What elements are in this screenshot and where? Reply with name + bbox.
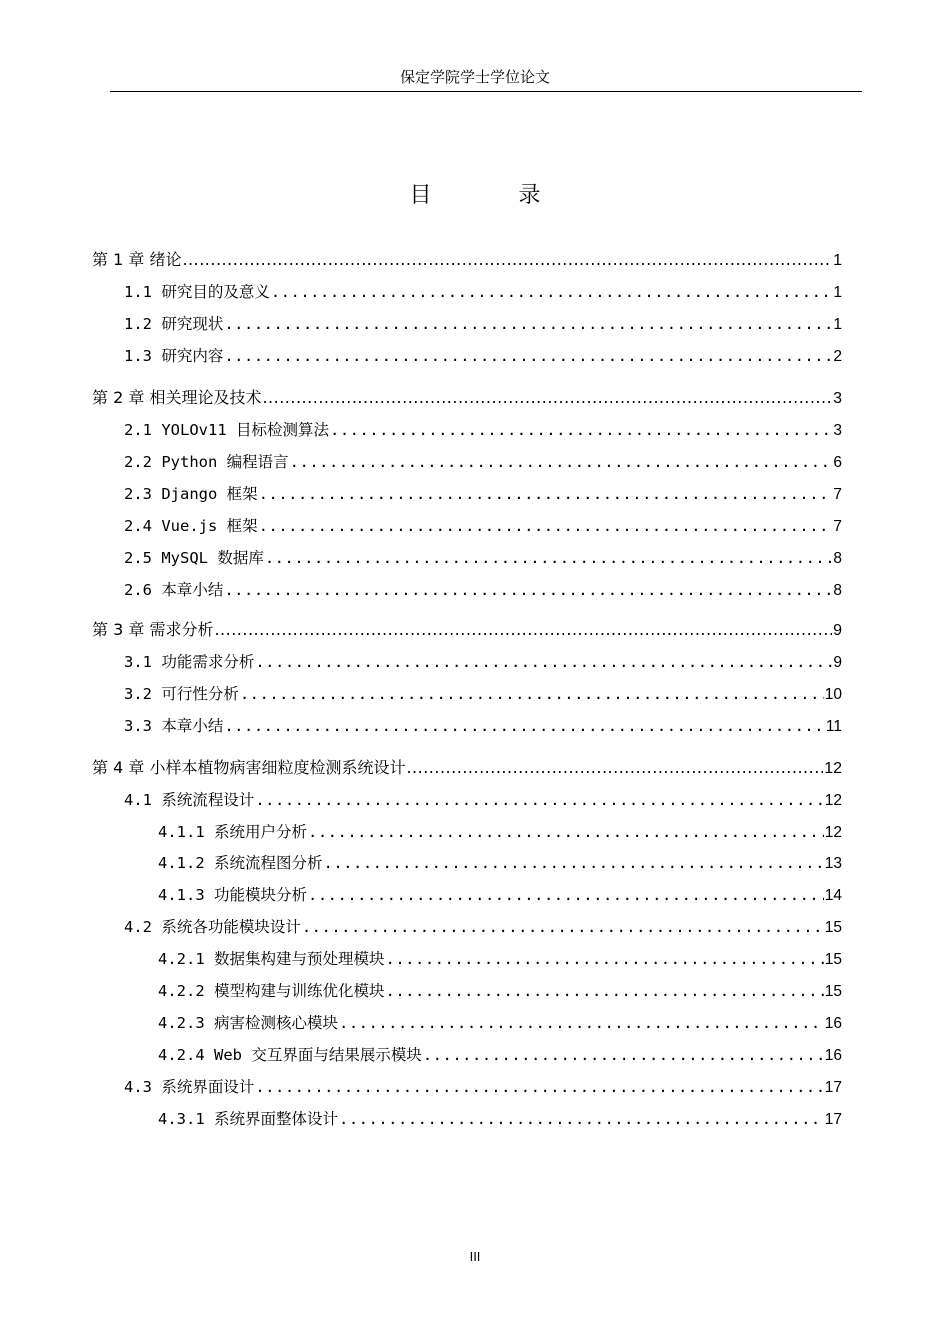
toc-entry[interactable] — [124, 579, 842, 601]
toc-entry-page: 17 — [824, 1079, 842, 1096]
toc-leader-dots — [386, 948, 824, 970]
toc-leader-dots — [224, 715, 825, 737]
toc-entry-label: 第 1 章 绪论 — [92, 250, 182, 269]
toc-entry-label: 4.2.3 病害检测核心模块 — [158, 1014, 338, 1032]
toc-entry[interactable] — [158, 1012, 842, 1034]
toc-entry-page: 16 — [824, 1047, 842, 1064]
toc-entry-page: 9 — [833, 654, 842, 671]
toc-leader-dots — [265, 547, 833, 569]
toc-entry-label: 4.1.3 功能模块分析 — [158, 886, 307, 904]
toc-entry-label: 4.2.1 数据集构建与预处理模块 — [158, 950, 385, 968]
toc-entry-label: 2.2 Python 编程语言 — [124, 453, 289, 471]
toc-entry[interactable] — [92, 619, 842, 641]
toc-leader-dots — [386, 980, 824, 1002]
toc-entry-page: 6 — [833, 454, 842, 471]
toc-entry[interactable] — [158, 980, 842, 1002]
toc-entry[interactable] — [124, 651, 842, 673]
toc-leader-dots — [255, 1076, 823, 1098]
toc-entry[interactable] — [124, 281, 842, 303]
toc-leader-dots — [308, 821, 824, 843]
toc-title: 目 录 — [409, 183, 581, 208]
toc-leader-dots — [406, 757, 823, 779]
toc-entry-label: 2.6 本章小结 — [124, 581, 224, 599]
toc-entry-label: 4.1 系统流程设计 — [124, 791, 255, 809]
toc-entry-label: 1.3 研究内容 — [124, 347, 224, 365]
toc-entry[interactable] — [124, 483, 842, 505]
toc-entry-page: 8 — [833, 550, 842, 567]
toc-leader-dots — [224, 579, 832, 601]
toc-entry[interactable] — [158, 1108, 842, 1130]
toc-entry-page: 12 — [824, 824, 842, 841]
toc-entry-label: 3.1 功能需求分析 — [124, 653, 255, 671]
toc-leader-dots — [259, 483, 833, 505]
toc-entry[interactable] — [92, 249, 842, 271]
toc-leader-dots — [308, 884, 824, 906]
header-rule — [110, 91, 862, 92]
toc-entry[interactable] — [124, 916, 842, 938]
toc-entry-label: 1.1 研究目的及意义 — [124, 283, 270, 301]
toc-entry-page: 16 — [824, 1015, 842, 1032]
toc-leader-dots — [302, 916, 824, 938]
page-number: III — [469, 1249, 481, 1264]
toc-entry-page: 12 — [824, 792, 842, 809]
toc-entry[interactable] — [124, 789, 842, 811]
toc-entry-label: 1.2 研究现状 — [124, 315, 224, 333]
toc-entry[interactable] — [124, 1076, 842, 1098]
toc-leader-dots — [240, 683, 824, 705]
running-header: 保定学院学士学位论文 — [399, 68, 550, 86]
toc-entry-page: 1 — [833, 252, 842, 269]
toc-entry[interactable] — [124, 451, 842, 473]
toc-leader-dots — [339, 1108, 824, 1130]
toc-entry-page: 11 — [825, 718, 842, 735]
toc-entry-page: 3 — [833, 390, 842, 407]
toc-leader-dots — [423, 1044, 824, 1066]
toc-entry-page: 8 — [833, 582, 842, 599]
toc-leader-dots — [339, 1012, 824, 1034]
toc-entry-label: 4.1.1 系统用户分析 — [158, 823, 307, 841]
toc-entry[interactable] — [158, 1044, 842, 1066]
toc-entry-label: 4.2.2 模型构建与训练优化模块 — [158, 982, 385, 1000]
toc-entry-label: 3.2 可行性分析 — [124, 685, 239, 703]
toc-entry[interactable] — [92, 387, 842, 409]
toc-leader-dots — [290, 451, 833, 473]
toc-entry-page: 1 — [833, 284, 842, 301]
toc-leader-dots — [224, 313, 832, 335]
toc-entry[interactable] — [124, 683, 842, 705]
toc-entry[interactable] — [124, 313, 842, 335]
toc-entry[interactable] — [124, 515, 842, 537]
toc-leader-dots — [259, 515, 833, 537]
toc-entry-label: 4.2 系统各功能模块设计 — [124, 918, 301, 936]
toc-entry-page: 1 — [833, 316, 842, 333]
toc-leader-dots — [262, 387, 832, 409]
toc-entry-page: 7 — [833, 518, 842, 535]
toc-entry[interactable] — [124, 547, 842, 569]
toc-entry-label: 2.4 Vue.js 框架 — [124, 517, 258, 535]
toc-leader-dots — [324, 852, 824, 874]
toc-entry[interactable] — [92, 757, 842, 779]
toc-entry-label: 2.1 YOLOv11 目标检测算法 — [124, 421, 329, 439]
toc-entry[interactable] — [124, 345, 842, 367]
toc-leader-dots — [182, 249, 832, 271]
toc-leader-dots — [224, 345, 832, 367]
toc-entry-label: 4.3 系统界面设计 — [124, 1078, 255, 1096]
toc-entry-page: 13 — [824, 855, 842, 872]
toc-entry-page: 10 — [824, 686, 842, 703]
toc-entry[interactable] — [124, 419, 842, 441]
toc-entry-page: 15 — [824, 951, 842, 968]
toc-entry-label: 2.3 Django 框架 — [124, 485, 258, 503]
toc-entry-page: 12 — [824, 760, 842, 777]
toc-entry[interactable] — [158, 884, 842, 906]
toc-entry-label: 2.5 MySQL 数据库 — [124, 549, 264, 567]
toc-leader-dots — [271, 281, 833, 303]
toc-leader-dots — [214, 619, 832, 641]
toc-entry-page: 14 — [824, 887, 842, 904]
toc-entry-label: 第 4 章 小样本植物病害细粒度检测系统设计 — [92, 758, 406, 777]
toc-entry[interactable] — [158, 852, 842, 874]
toc-entry-page: 2 — [833, 348, 842, 365]
toc-entry-label: 4.1.2 系统流程图分析 — [158, 854, 323, 872]
toc-entry[interactable] — [124, 715, 842, 737]
toc-entry-label: 4.2.4 Web 交互界面与结果展示模块 — [158, 1046, 422, 1064]
toc-entry-page: 15 — [824, 919, 842, 936]
toc-entry-page: 3 — [833, 422, 842, 439]
toc-leader-dots — [255, 789, 823, 811]
toc-entry[interactable] — [158, 821, 842, 843]
toc-entry-label: 4.3.1 系统界面整体设计 — [158, 1110, 338, 1128]
toc-entry-page: 17 — [824, 1111, 842, 1128]
toc-entry-label: 第 3 章 需求分析 — [92, 620, 214, 639]
toc-entry-page: 7 — [833, 486, 842, 503]
toc-entry-page: 15 — [824, 983, 842, 1000]
toc-entry-label: 第 2 章 相关理论及技术 — [92, 388, 262, 407]
toc-entry-page: 9 — [833, 622, 842, 639]
toc-entry-label: 3.3 本章小结 — [124, 717, 224, 735]
toc-entry[interactable] — [158, 948, 842, 970]
toc-leader-dots — [255, 651, 832, 673]
toc-leader-dots — [330, 419, 832, 441]
